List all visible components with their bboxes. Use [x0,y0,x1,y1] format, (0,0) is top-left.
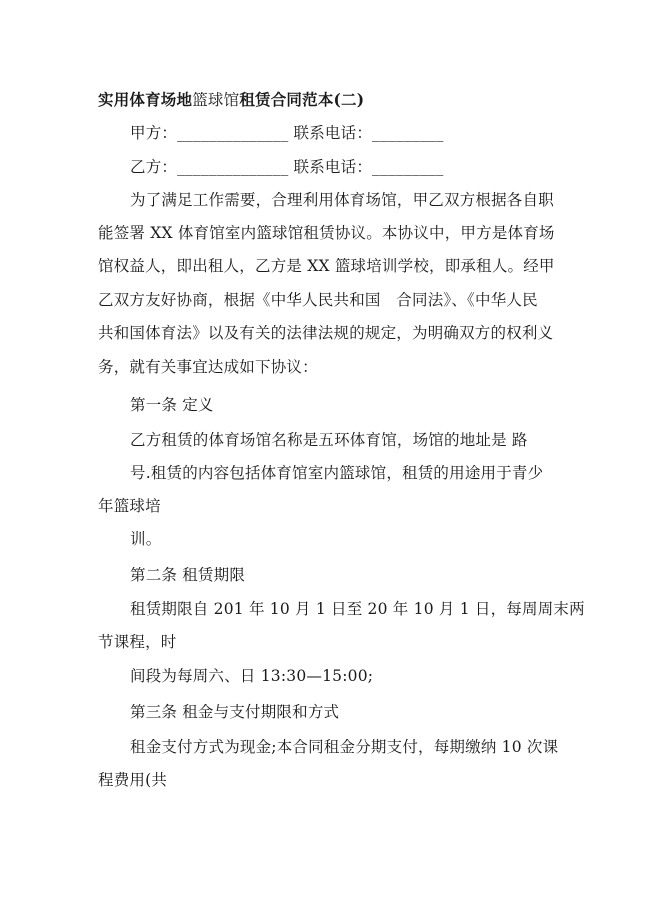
article-2-line: 租赁期限自 201 年 10 月 1 日至 20 年 10 月 1 日，每周周末两 [130,600,585,618]
party-b-line: 乙方：______________ 联系电话：_________ [130,158,444,176]
article-2-line: 间段为每周六、日 13:30—15:00; [130,667,374,685]
preamble-line: 能签署 XX 体育馆室内篮球馆租赁协议。本协议中，甲方是体育场 [98,224,555,242]
article-1-line: 训。 [130,530,162,548]
article-1-line: 乙方租赁的体育场馆名称是五环体育馆，场馆的地址是 路 [130,431,528,449]
document-title [98,88,364,110]
article-2-heading: 第二条 租赁期限 [130,566,246,584]
preamble-line: 共和国体育法》以及有关的法律法规的规定，为明确双方的权利义 [98,324,554,342]
preamble-line: 乙双方友好协商，根据《中华人民共和国 合同法》、《中华人民 [98,291,538,309]
article-1-heading: 第一条 定义 [130,396,214,414]
article-1-line: 年篮球培 [98,497,161,515]
title-part-3: 租赁合同范本(二) [239,90,365,109]
preamble-line: 为了满足工作需要，合理利用体育场馆，甲乙双方根据各自职 [130,191,554,209]
party-a-line: 甲方：______________ 联系电话：_________ [130,124,444,142]
preamble-line: 馆权益人，即出租人，乙方是 XX 篮球培训学校，即承租人。经甲 [98,257,555,275]
title-part-2: 篮球馆 [192,91,240,109]
title-part-1: 实用体育场地 [98,90,193,109]
article-3-line: 程费用(共 [98,771,168,789]
article-1-line: 号.租赁的内容包括体育馆室内篮球馆，租赁的用途用于青少 [130,464,544,482]
article-2-line: 节课程，时 [98,633,177,651]
preamble-line: 务，就有关事宜达成如下协议： [98,358,318,376]
article-3-heading: 第三条 租金与支付期限和方式 [130,703,340,721]
article-3-line: 租金支付方式为现金;本合同租金分期支付，每期缴纳 10 次课 [130,738,559,756]
